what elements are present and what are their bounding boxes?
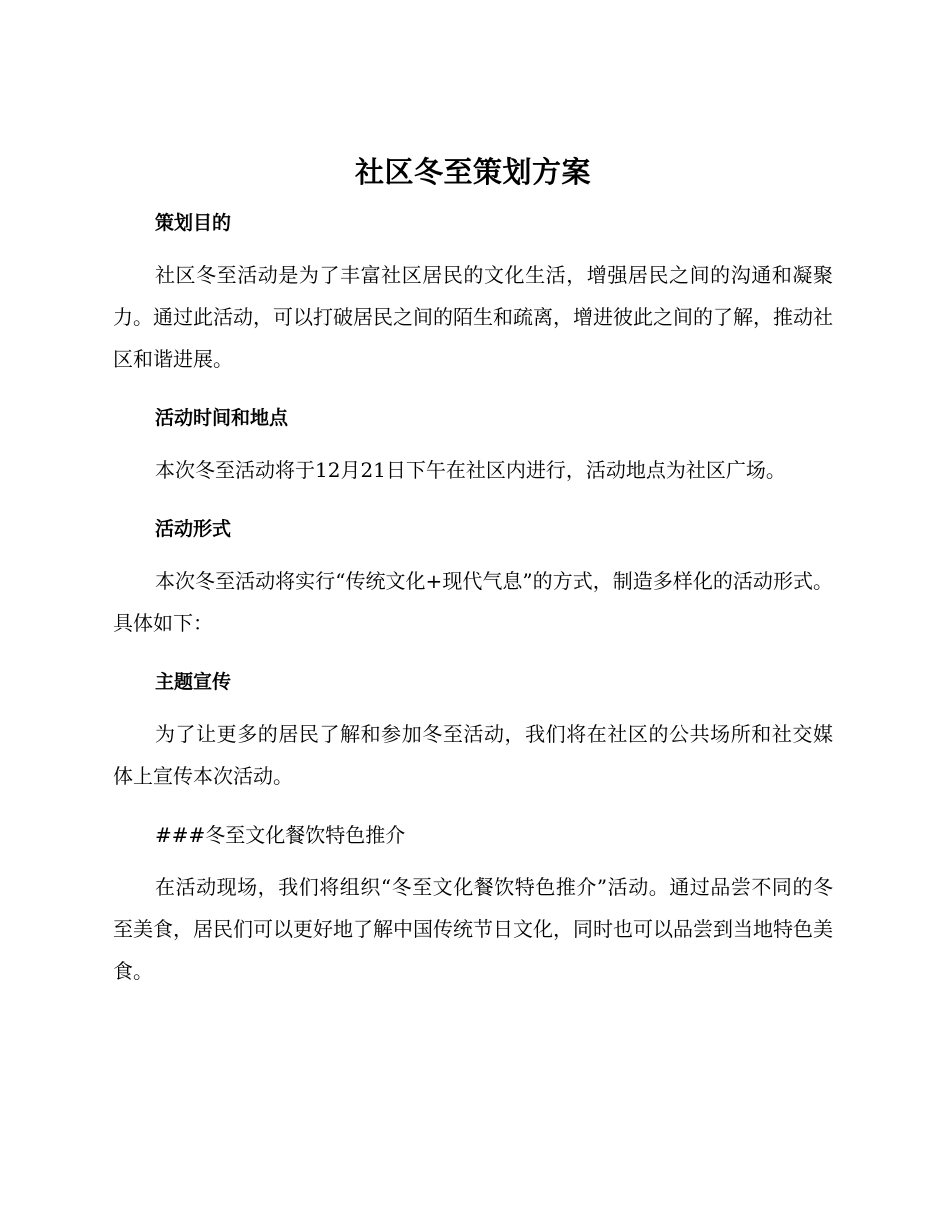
section-body-food: 在活动现场，我们将组织“冬至文化餐饮特色推介”活动。通过品尝不同的冬至美食，居民们可以更好地了解中国传统节日文化，同时也可以品尝到当地特色美食。 — [113, 875, 833, 983]
section-body-promotion: 为了让更多的居民了解和参加冬至活动，我们将在社区的公共场所和社交媒体上宣传本次活动。 — [113, 722, 833, 788]
section-body-purpose: 社区冬至活动是为了丰富社区居民的文化生活，增强居民之间的沟通和凝聚力。通过此活动，可以打破居民之间的陌生和疏离，增进彼此之间的了解，推动社区和谐进展。 — [113, 263, 833, 371]
section-heading-time-place: 活动时间和地点 — [155, 407, 289, 429]
section-heading-purpose: 策划目的 — [155, 212, 232, 234]
section-body-time-place: 本次冬至活动将于12月21日下午在社区内进行，活动地点为社区广场。 — [155, 458, 786, 482]
section-body-format: 本次冬至活动将实行“传统文化+现代气息”的方式，制造多样化的活动形式。具体如下： — [113, 569, 833, 635]
section-heading-promotion: 主题宣传 — [155, 671, 232, 693]
document-title: 社区冬至策划方案 — [354, 155, 591, 189]
document-content — [113, 148, 833, 1017]
section-heading-food: ###冬至文化餐饮特色推介 — [155, 823, 406, 847]
section-heading-format: 活动形式 — [155, 518, 232, 540]
